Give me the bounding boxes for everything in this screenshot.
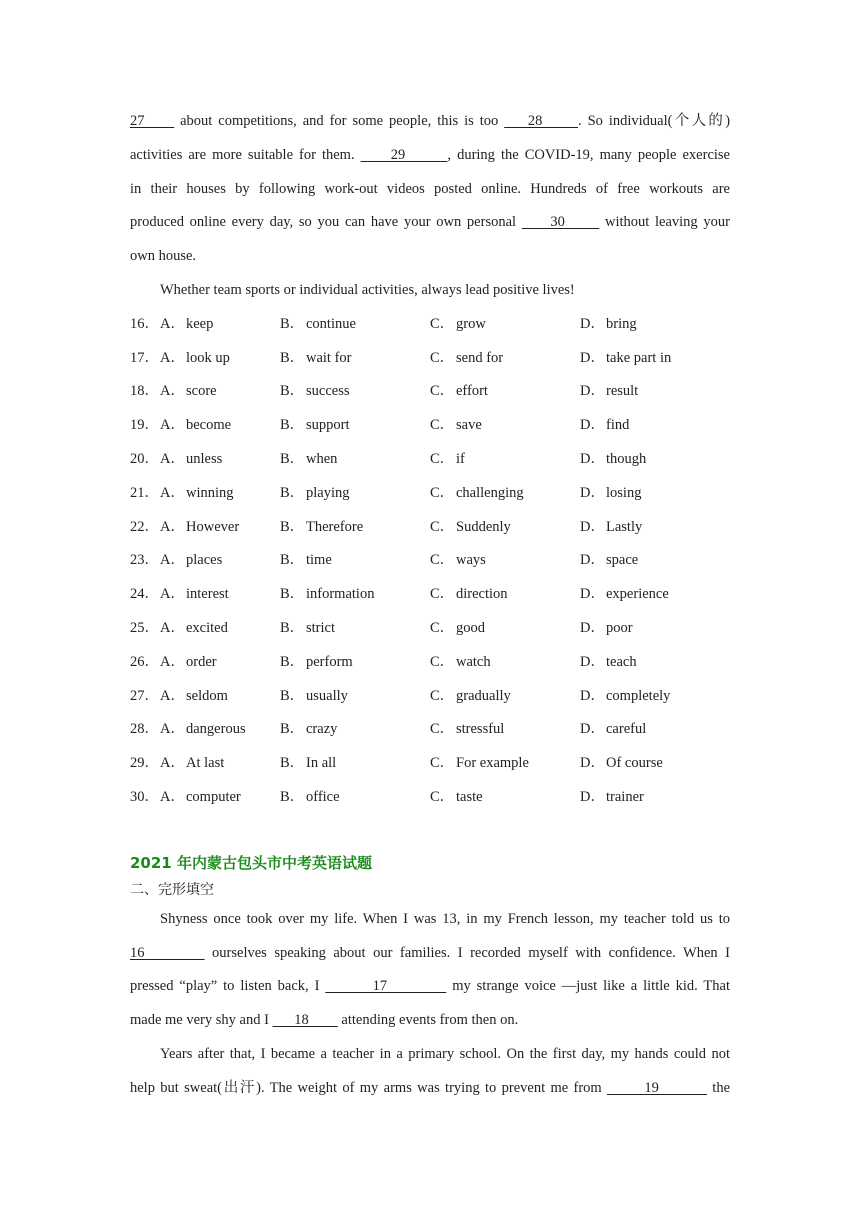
option-letter: D． [580, 586, 605, 603]
option-b [280, 713, 430, 747]
question-number: 16． [130, 315, 159, 332]
option-a [160, 544, 280, 578]
option-text: teach [606, 653, 637, 670]
question-row [130, 308, 730, 342]
passage2-line-1: Shyness once took over my life. When I was 13, in my French lesson, my teacher told us to [160, 910, 730, 927]
option-text: unless [186, 450, 223, 467]
question-row [130, 646, 730, 680]
option-text: become [186, 417, 232, 434]
blank-29: 29 [360, 146, 448, 163]
option-c [430, 747, 580, 781]
question-number: 25． [130, 619, 159, 636]
option-letter: C． [430, 315, 455, 332]
option-c [430, 375, 580, 409]
option-text: keep [186, 315, 214, 332]
option-d [580, 781, 730, 815]
option-letter: B． [280, 653, 305, 670]
option-text: if [456, 450, 465, 467]
passage2-line-5: Years after that, I became a teacher in a primary school. On the first day, my hands could not [160, 1045, 730, 1062]
option-text: support [306, 417, 350, 434]
option-letter: A． [160, 484, 185, 501]
option-letter: B． [280, 417, 305, 434]
option-text: computer [186, 788, 241, 805]
option-letter: D． [580, 619, 605, 636]
question-number: 17． [130, 349, 159, 366]
option-c [430, 680, 580, 714]
option-c [430, 578, 580, 612]
option-text: save [456, 417, 482, 434]
option-letter: A． [160, 383, 185, 400]
question-number: 21． [130, 484, 159, 501]
option-text: ways [456, 552, 486, 569]
option-d [580, 511, 730, 545]
option-letter: B． [280, 586, 305, 603]
option-text: Suddenly [456, 518, 511, 535]
question-number: 30． [130, 788, 159, 805]
option-letter: D． [580, 687, 605, 704]
option-text: find [606, 417, 630, 434]
option-letter: B． [280, 518, 305, 535]
option-b [280, 308, 430, 342]
option-b [280, 646, 430, 680]
option-text: continue [306, 315, 356, 332]
option-letter: C． [430, 484, 455, 501]
option-text: good [456, 619, 485, 636]
option-letter: B． [280, 450, 305, 467]
blank-18: 18 [272, 1012, 338, 1029]
option-text: bring [606, 315, 637, 332]
passage1-line-5: own house. [130, 248, 197, 265]
option-letter: B． [280, 552, 305, 569]
option-letter: B． [280, 619, 305, 636]
question-row [130, 544, 730, 578]
option-letter: D． [580, 518, 605, 535]
option-b [280, 781, 430, 815]
option-letter: B． [280, 755, 305, 772]
option-d [580, 443, 730, 477]
passage2-line-3: pressed “play” to listen back, I 17 my strange voice —just like a little kid. That [130, 978, 730, 995]
option-a [160, 713, 280, 747]
option-b [280, 544, 430, 578]
option-letter: A． [160, 788, 185, 805]
question-number: 19． [130, 417, 159, 434]
option-c [430, 511, 580, 545]
option-letter: A． [160, 586, 185, 603]
option-letter: D． [580, 417, 605, 434]
blank-19: 19 [607, 1079, 707, 1096]
blank-27: 27 [130, 113, 175, 129]
option-d [580, 612, 730, 646]
passage1-closing: Whether team sports or individual activities, always lead positive lives! [160, 281, 575, 298]
question-row [130, 375, 730, 409]
option-a [160, 308, 280, 342]
option-letter: C． [430, 450, 455, 467]
option-text: order [186, 653, 217, 670]
option-a [160, 578, 280, 612]
option-letter: A． [160, 721, 185, 738]
option-d [580, 578, 730, 612]
question-row [130, 612, 730, 646]
option-text: playing [306, 484, 350, 501]
option-b [280, 578, 430, 612]
option-letter: D． [580, 721, 605, 738]
option-letter: C． [430, 721, 455, 738]
question-row [130, 781, 730, 815]
option-text: result [606, 383, 639, 400]
question-row [130, 477, 730, 511]
option-a [160, 747, 280, 781]
option-letter: D． [580, 484, 605, 501]
option-text: information [306, 586, 375, 603]
option-letter: C． [430, 417, 455, 434]
option-letter: C． [430, 788, 455, 805]
option-b [280, 409, 430, 443]
option-b [280, 680, 430, 714]
option-text: At last [186, 755, 225, 772]
option-text: perform [306, 653, 353, 670]
option-letter: D． [580, 653, 605, 670]
option-a [160, 511, 280, 545]
section-title: 2021 年内蒙古包头市中考英语试题 [130, 853, 372, 872]
option-d [580, 747, 730, 781]
options-list [130, 308, 730, 815]
option-d [580, 375, 730, 409]
question-number: 27． [130, 687, 159, 704]
option-d [580, 544, 730, 578]
blank-30: 30 [521, 214, 600, 231]
content [130, 105, 730, 1106]
option-c [430, 713, 580, 747]
question-number: 22． [130, 518, 159, 535]
option-text: challenging [456, 484, 524, 501]
option-text: wait for [306, 349, 352, 366]
option-text: For example [456, 755, 529, 772]
passage2-line-2: 16 ourselves speaking about our families. I recorded myself with confidence. When I [130, 944, 730, 961]
option-a [160, 409, 280, 443]
option-letter: C． [430, 552, 455, 569]
option-text: In all [306, 755, 337, 772]
option-a [160, 646, 280, 680]
option-letter: B． [280, 687, 305, 704]
passage2-line-4: made me very shy and I 18 attending events from then on. [130, 1012, 519, 1029]
option-c [430, 342, 580, 376]
option-d [580, 409, 730, 443]
option-d [580, 713, 730, 747]
option-letter: C． [430, 687, 455, 704]
option-letter: D． [580, 552, 605, 569]
option-letter: C． [430, 518, 455, 535]
option-d [580, 477, 730, 511]
passage1-line-2: activities are more suitable for them. 29 , during the COVID-19, many people exercise [130, 146, 730, 163]
question-row [130, 409, 730, 443]
question-number: 24． [130, 586, 159, 603]
option-letter: C． [430, 653, 455, 670]
option-text: However [186, 518, 240, 535]
option-letter: C． [430, 619, 455, 636]
option-a [160, 612, 280, 646]
option-letter: A． [160, 349, 185, 366]
option-text: stressful [456, 721, 505, 738]
question-number: 18． [130, 383, 159, 400]
option-c [430, 409, 580, 443]
option-letter: A． [160, 619, 185, 636]
option-c [430, 544, 580, 578]
option-c [430, 612, 580, 646]
option-text: interest [186, 586, 229, 603]
option-letter: D． [580, 788, 605, 805]
option-letter: A． [160, 450, 185, 467]
passage1-line-1: 27 about competitions, and for some people, this is too 28 . So individual(个人的) [130, 113, 731, 129]
option-a [160, 477, 280, 511]
option-c [430, 781, 580, 815]
option-text: strict [306, 619, 335, 636]
option-letter: C． [430, 586, 455, 603]
option-text: score [186, 383, 217, 400]
option-text: success [306, 383, 350, 400]
option-letter: B． [280, 484, 305, 501]
option-letter: A． [160, 755, 185, 772]
option-a [160, 781, 280, 815]
blank-28: 28 [504, 113, 579, 129]
option-a [160, 342, 280, 376]
option-text: Therefore [306, 518, 364, 535]
option-a [160, 680, 280, 714]
option-letter: B． [280, 721, 305, 738]
option-text: excited [186, 619, 228, 636]
option-text: trainer [606, 788, 644, 805]
option-c [430, 646, 580, 680]
question-number: 26． [130, 653, 159, 670]
option-letter: B． [280, 383, 305, 400]
passage2-line-6: help but sweat(出汗). The weight of my arms was trying to prevent me from 19 the [130, 1079, 731, 1096]
option-text: Lastly [606, 518, 643, 535]
option-text: space [606, 552, 639, 569]
question-row [130, 713, 730, 747]
option-letter: D． [580, 755, 605, 772]
option-a [160, 443, 280, 477]
option-b [280, 477, 430, 511]
option-letter: C． [430, 383, 455, 400]
option-text: direction [456, 586, 508, 603]
option-b [280, 511, 430, 545]
option-text: crazy [306, 721, 338, 738]
option-c [430, 477, 580, 511]
option-text: experience [606, 586, 669, 603]
option-text: Of course [606, 755, 663, 772]
option-letter: A． [160, 552, 185, 569]
question-number: 20． [130, 450, 159, 467]
option-b [280, 342, 430, 376]
option-letter: C． [430, 349, 455, 366]
question-row [130, 747, 730, 781]
option-text: time [306, 552, 332, 569]
question-number: 29． [130, 755, 159, 772]
option-d [580, 680, 730, 714]
blank-16: 16 [130, 944, 205, 961]
question-row [130, 511, 730, 545]
option-letter: B． [280, 349, 305, 366]
option-letter: B． [280, 788, 305, 805]
option-d [580, 342, 730, 376]
option-letter: D． [580, 450, 605, 467]
option-text: though [606, 450, 647, 467]
option-text: grow [456, 315, 486, 332]
option-text: taste [456, 788, 483, 805]
option-d [580, 646, 730, 680]
question-row [130, 342, 730, 376]
question-row [130, 578, 730, 612]
option-text: send for [456, 349, 504, 366]
option-letter: A． [160, 315, 185, 332]
option-b [280, 443, 430, 477]
option-a [160, 375, 280, 409]
option-text: gradually [456, 687, 511, 704]
option-letter: D． [580, 383, 605, 400]
option-letter: A． [160, 518, 185, 535]
option-b [280, 375, 430, 409]
option-text: careful [606, 721, 647, 738]
option-letter: D． [580, 315, 605, 332]
option-text: poor [606, 619, 633, 636]
option-letter: A． [160, 417, 185, 434]
passage1-line-3: in their houses by following work-out videos posted online. Hundreds of free workouts are [130, 180, 730, 197]
option-text: dangerous [186, 721, 246, 738]
section-subtitle: 二、完形填空 [130, 881, 214, 898]
option-text: usually [306, 687, 348, 704]
option-c [430, 308, 580, 342]
question-row [130, 443, 730, 477]
option-text: losing [606, 484, 642, 501]
option-c [430, 443, 580, 477]
option-letter: A． [160, 653, 185, 670]
option-text: effort [456, 383, 488, 400]
question-number: 23． [130, 552, 159, 569]
question-number: 28． [130, 721, 159, 738]
option-text: places [186, 552, 223, 569]
option-text: when [306, 450, 338, 467]
question-row [130, 680, 730, 714]
option-text: take part in [606, 349, 672, 366]
option-d [580, 308, 730, 342]
option-text: seldom [186, 687, 228, 704]
blank-17: 17 [325, 978, 447, 995]
option-text: watch [456, 653, 491, 670]
option-letter: B． [280, 315, 305, 332]
passage1-line-4: produced online every day, so you can have your own personal 30 without leaving your [130, 214, 730, 231]
option-text: look up [186, 349, 230, 366]
option-text: office [306, 788, 340, 805]
option-letter: A． [160, 687, 185, 704]
option-b [280, 747, 430, 781]
option-letter: D． [580, 349, 605, 366]
option-b [280, 612, 430, 646]
option-letter: C． [430, 755, 455, 772]
option-text: winning [186, 484, 234, 501]
option-text: completely [606, 687, 671, 704]
